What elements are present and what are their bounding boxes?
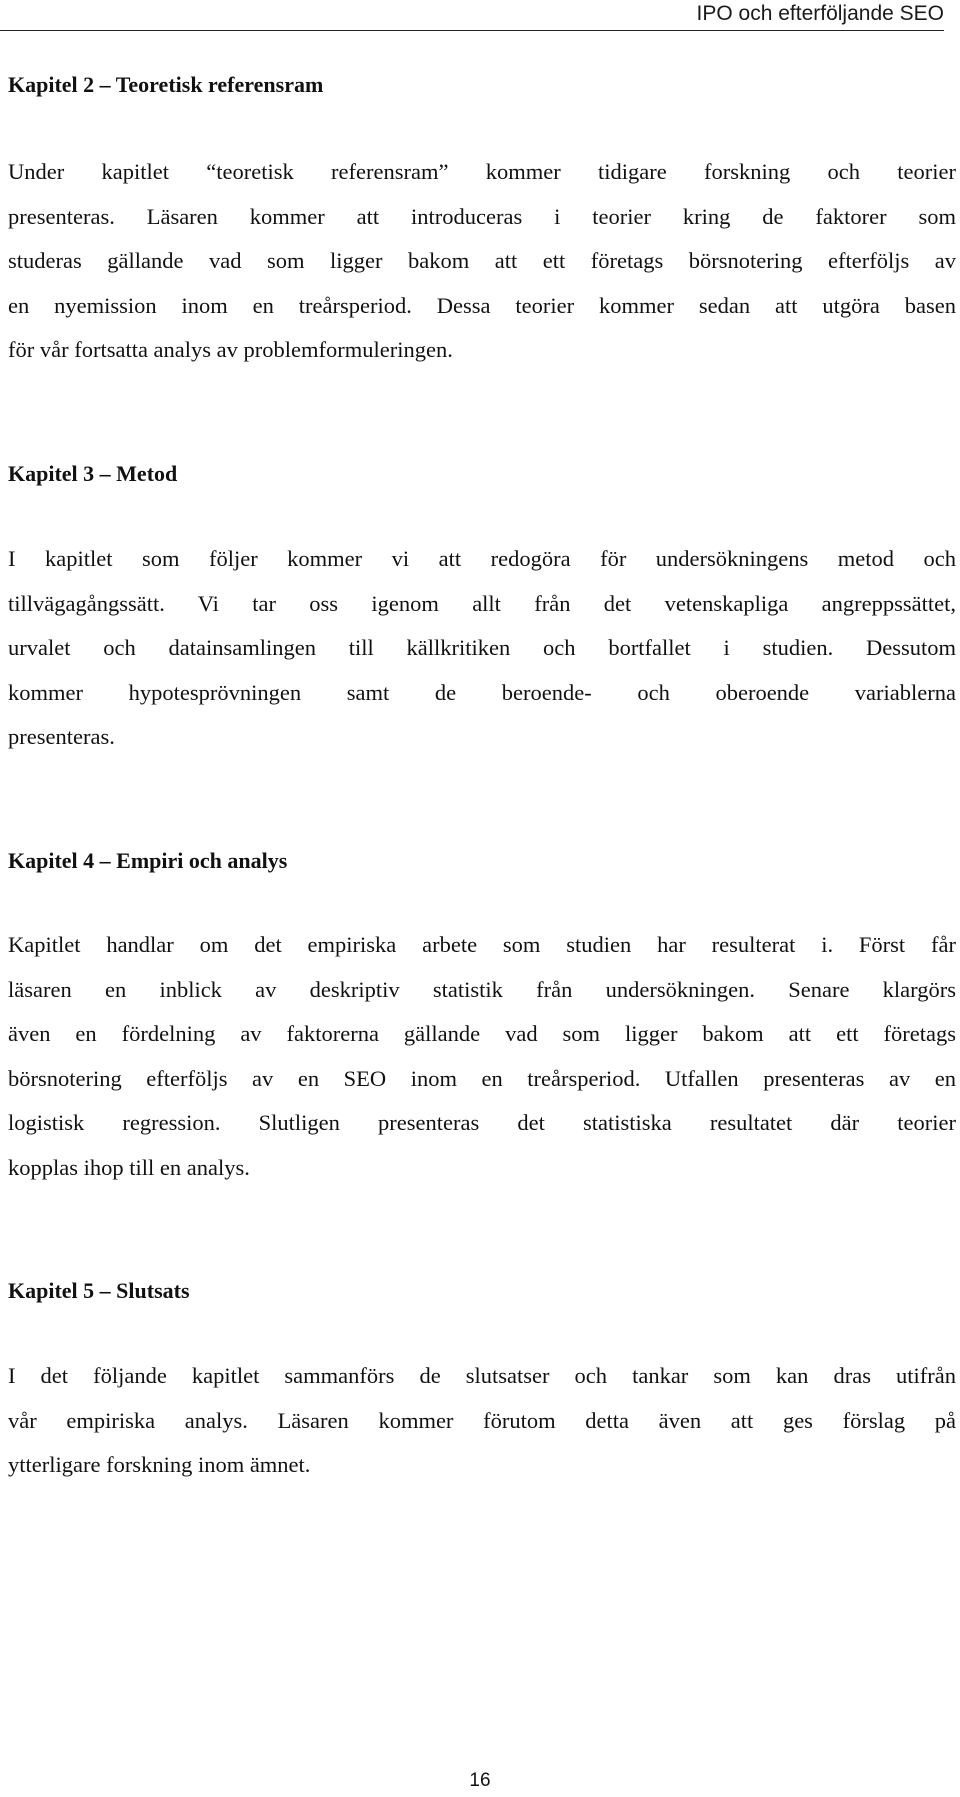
- text-line: vår empiriska analys. Läsaren kommer förutom detta även att ges förslag på: [8, 1407, 956, 1433]
- page-header: [0, 0, 944, 31]
- text-line: Kapitlet handlar om det empiriska arbete som studien har resulterat i. Först får: [8, 932, 956, 957]
- text-line: en nyemission inom en treårsperiod. Dessa teorier kommer sedan att utgöra basen: [8, 292, 956, 318]
- text-line: Under kapitlet “teoretisk referensram” kommer tidigare forskning och teorier: [8, 159, 956, 184]
- running-header-title: IPO och efterföljande SEO: [696, 2, 944, 25]
- chapter-5-heading: Kapitel 5 – Slutsats: [8, 1278, 190, 1303]
- chapter-5-paragraph: [8, 1354, 956, 1488]
- chapter-3-heading: Kapitel 3 – Metod: [8, 461, 178, 486]
- chapter-3-paragraph: [8, 537, 956, 760]
- text-line: kommer hypotesprövningen samt de beroende- och oberoende variablerna: [8, 679, 956, 705]
- page-number: 16: [469, 1770, 491, 1791]
- text-line: I det följande kapitlet sammanförs de slutsatser och tankar som kan dras utifrån: [8, 1363, 956, 1388]
- text-line: presenteras.: [8, 724, 115, 749]
- text-line: börsnotering efterföljs av en SEO inom en treårsperiod. Utfallen presenteras av en: [8, 1065, 956, 1091]
- chapter-4-paragraph: [8, 923, 956, 1190]
- text-line: logistisk regression. Slutligen presenteras det statistiska resultatet där teorier: [8, 1110, 956, 1135]
- text-line: kopplas ihop till en analys.: [8, 1154, 250, 1180]
- text-line: tillvägagångssätt. Vi tar oss igenom allt från det vetenskapliga angreppssättet,: [8, 590, 956, 616]
- text-line: för vår fortsatta analys av problemformuleringen.: [8, 337, 453, 362]
- text-line: presenteras. Läsaren kommer att introduceras i teorier kring de faktorer som: [8, 203, 956, 229]
- text-line: läsaren en inblick av deskriptiv statistik från undersökningen. Senare klargörs: [8, 976, 956, 1002]
- chapter-4-heading: Kapitel 4 – Empiri och analys: [8, 848, 288, 873]
- chapter-2-paragraph: [8, 150, 956, 373]
- chapter-2-heading: Kapitel 2 – Teoretisk referensram: [8, 72, 324, 97]
- text-line: urvalet och datainsamlingen till källkritiken och bortfallet i studien. Dessutom: [8, 635, 956, 660]
- text-line: ytterligare forskning inom ämnet.: [8, 1452, 311, 1477]
- text-line: studeras gällande vad som ligger bakom att ett företags börsnotering efterföljs av: [8, 248, 956, 273]
- text-line: I kapitlet som följer kommer vi att redogöra för undersökningens metod och: [8, 546, 956, 571]
- text-line: även en fördelning av faktorerna gällande vad som ligger bakom att ett företags: [8, 1021, 956, 1046]
